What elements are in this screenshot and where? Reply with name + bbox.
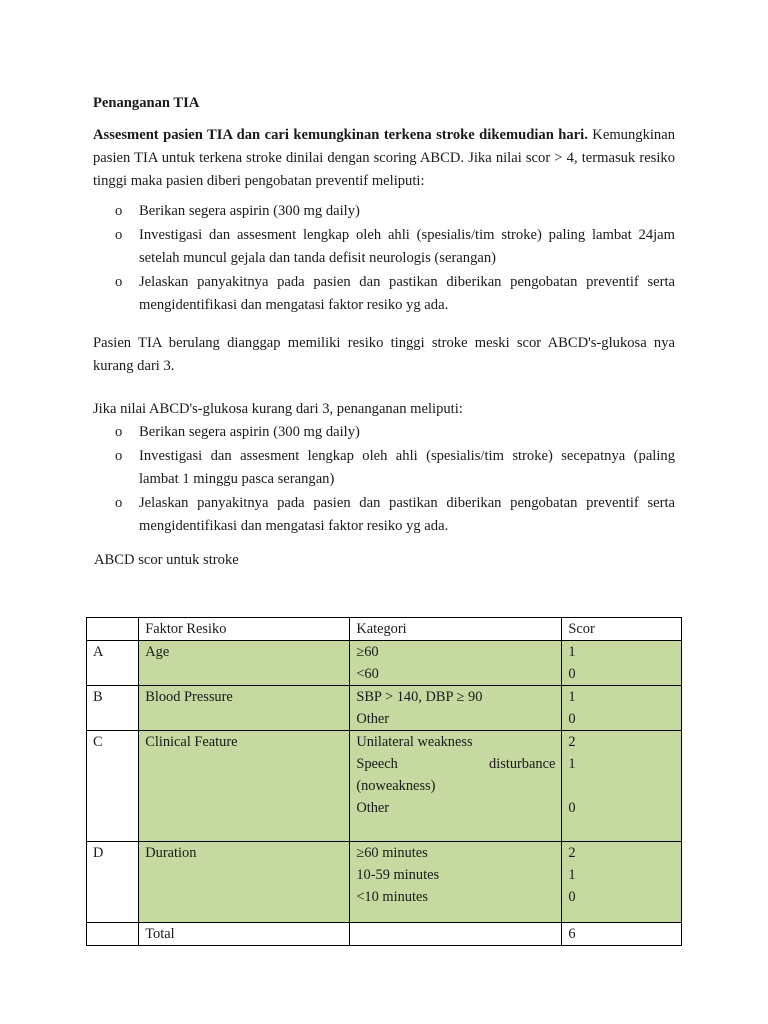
treatment-list-low-risk xyxy=(93,421,675,538)
row-letter: D xyxy=(87,842,139,923)
bullet-marker: o xyxy=(115,495,123,511)
bullet-marker: o xyxy=(115,227,123,243)
risk-factor: Blood Pressure xyxy=(139,686,350,731)
score-cell: 2 1 0 xyxy=(562,842,682,923)
table-row xyxy=(87,842,682,923)
list-item: o Berikan segera aspirin (300 mg daily) xyxy=(93,421,675,444)
category-cell: ≥60 minutes 10-59 minutes <10 minutes xyxy=(350,842,562,923)
list-item: o Berikan segera aspirin (300 mg daily) xyxy=(93,200,675,223)
total-score: 6 xyxy=(562,923,682,946)
risk-factor: Age xyxy=(139,641,350,686)
header-cell: Scor xyxy=(562,618,682,641)
header-cell: Kategori xyxy=(350,618,562,641)
row-letter: B xyxy=(87,686,139,731)
low-score-paragraph: Jika nilai ABCD's-glukosa kurang dari 3, penanganan meliputi: xyxy=(93,401,463,417)
bullet-marker: o xyxy=(115,424,123,440)
table-row xyxy=(87,641,682,686)
score-cell: 2 1 0 xyxy=(562,731,682,842)
list-item: o Jelaskan panyakitnya pada pasien dan pastikan diberikan pengobatan preventif serta mengidentifikasi dan mengatasi faktor resiko yg ada. xyxy=(93,271,675,317)
score-cell: 1 0 xyxy=(562,686,682,731)
table-row xyxy=(87,686,682,731)
bullet-marker: o xyxy=(115,203,123,219)
document-body xyxy=(93,92,675,570)
intro-paragraph xyxy=(93,124,675,193)
intro-text: Kemungkinan pasien TIA untuk terkena stroke dinilai dengan scoring ABCD. Jika nilai scor > 4, termasuk resiko tinggi maka pasien diberi pengobatan preventif meliputi: xyxy=(93,127,675,189)
table-header-row xyxy=(87,618,682,641)
risk-factor: Clinical Feature xyxy=(139,731,350,842)
score-cell: 1 0 xyxy=(562,641,682,686)
row-letter: C xyxy=(87,731,139,842)
bullet-marker: o xyxy=(115,274,123,290)
section-heading: Penanganan TIA xyxy=(93,95,200,111)
total-label: Total xyxy=(139,923,350,946)
header-cell xyxy=(87,618,139,641)
table-total-row xyxy=(87,923,682,946)
header-cell: Faktor Resiko xyxy=(139,618,350,641)
table-caption: ABCD scor untuk stroke xyxy=(94,552,239,568)
intro-bold-sentence: Assesment pasien TIA dan cari kemungkinan terkena stroke dikemudian hari. xyxy=(93,127,588,143)
row-letter: A xyxy=(87,641,139,686)
treatment-list-high-risk xyxy=(93,200,675,317)
category-cell: SBP > 140, DBP ≥ 90 Other xyxy=(350,686,562,731)
abcd-score-table xyxy=(86,617,682,946)
risk-factor: Duration xyxy=(139,842,350,923)
bullet-marker: o xyxy=(115,448,123,464)
recurrent-tia-paragraph: Pasien TIA berulang dianggap memiliki resiko tinggi stroke meski scor ABCD's-glukosa nya kurang dari 3. xyxy=(93,335,675,374)
category-cell: Unilateral weakness Speech disturbance (noweakness) Other xyxy=(350,731,562,842)
list-item: o Investigasi dan assesment lengkap oleh ahli (spesialis/tim stroke) secepatnya (paling lambat 1 minggu pasca serangan) xyxy=(93,445,675,491)
category-cell: ≥60 <60 xyxy=(350,641,562,686)
list-item: o Jelaskan panyakitnya pada pasien dan pastikan diberikan pengobatan preventif serta mengidentifikasi dan mengatasi faktor resiko yg ada. xyxy=(93,492,675,538)
table-row xyxy=(87,731,682,842)
list-item: o Investigasi dan assesment lengkap oleh ahli (spesialis/tim stroke) paling lambat 24jam setelah muncul gejala dan tanda defisit neurologis (serangan) xyxy=(93,224,675,270)
